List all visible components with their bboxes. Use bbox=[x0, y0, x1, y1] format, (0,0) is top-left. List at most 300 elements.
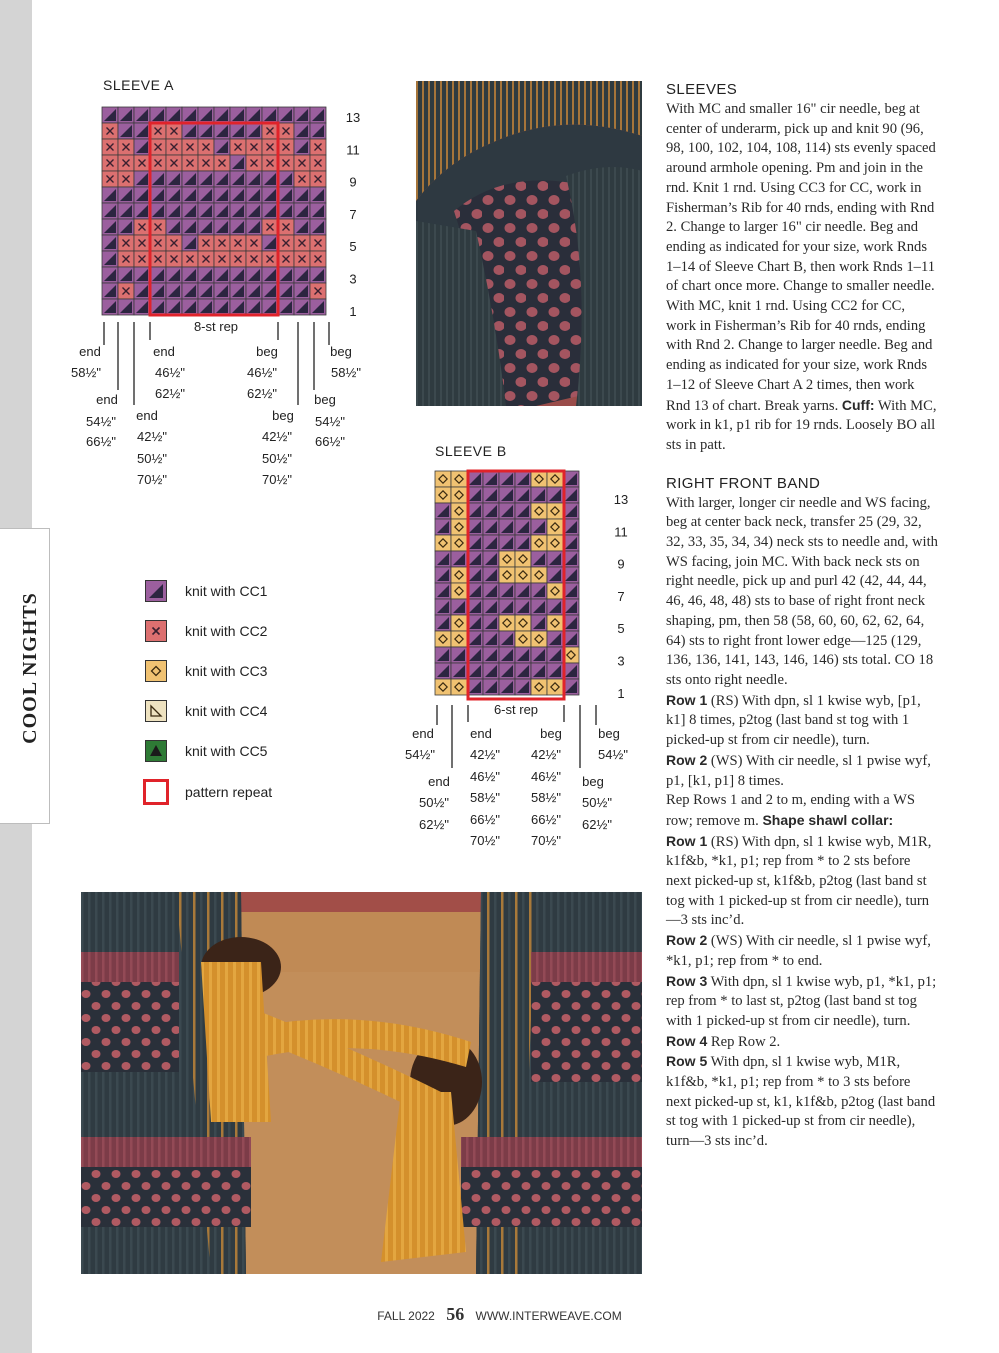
sleeve-a-cell bbox=[310, 235, 326, 251]
sleeve-a-cell bbox=[278, 267, 294, 283]
sleeve-a-cell bbox=[278, 187, 294, 203]
sleeve-a-cell bbox=[166, 139, 182, 155]
sleeve-a-cell bbox=[182, 235, 198, 251]
sleeve-a-cell bbox=[294, 251, 310, 267]
sleeve-b-cell bbox=[483, 631, 499, 647]
sleeve-a-cell bbox=[278, 219, 294, 235]
sleeve-b-cell bbox=[515, 663, 531, 679]
sleeve-a-cell bbox=[150, 187, 166, 203]
sleeve-b-cell bbox=[547, 583, 563, 599]
sleeve-a-row-number: 7 bbox=[349, 206, 357, 222]
sleeve-a-cell bbox=[198, 123, 214, 139]
sleeve-b-size-label: 42½" bbox=[531, 747, 561, 762]
sleeve-b-end-label: end bbox=[412, 726, 434, 741]
sleeve-b-cell bbox=[547, 471, 563, 487]
sleeve-a-size-label: 42½" bbox=[137, 429, 167, 444]
sleeve-a-cell bbox=[310, 219, 326, 235]
sleeve-b-cell bbox=[499, 535, 515, 551]
sleeve-a-cell bbox=[182, 203, 198, 219]
section-label: COOL NIGHTS bbox=[19, 592, 41, 744]
sleeve-a-cell bbox=[262, 171, 278, 187]
sleeve-b-cell bbox=[515, 647, 531, 663]
instruction-keyword: Shape shawl collar: bbox=[762, 811, 894, 828]
instruction-paragraph bbox=[666, 791, 938, 831]
sleeve-a-cell bbox=[278, 107, 294, 123]
sleeve-a-cell bbox=[150, 107, 166, 123]
page-footer bbox=[0, 1304, 999, 1325]
sleeve-b-size-label: 70½" bbox=[470, 833, 500, 848]
sleeve-a-cell bbox=[102, 267, 118, 283]
instruction-paragraph bbox=[666, 832, 938, 932]
sleeve-b-row-number: 13 bbox=[613, 492, 629, 507]
sleeve-a-cell bbox=[230, 219, 246, 235]
sleeve-a-beg-label: beg bbox=[314, 392, 336, 407]
sleeve-a-cell bbox=[198, 187, 214, 203]
sleeve-b-cell bbox=[451, 647, 467, 663]
sleeve-a-cell bbox=[262, 235, 278, 251]
sleeve-a-cell bbox=[198, 283, 214, 299]
sleeve-a-cell bbox=[246, 155, 262, 171]
sleeve-b-row-number: 11 bbox=[614, 524, 628, 540]
sleeve-a-cell bbox=[150, 251, 166, 267]
sleeve-b-beg-label: beg bbox=[582, 774, 604, 789]
sleeve-b-size-label: 58½" bbox=[531, 790, 561, 805]
sleeve-a-cell bbox=[310, 171, 326, 187]
sleeve-a-cell bbox=[150, 171, 166, 187]
sleeve-b-cell bbox=[435, 631, 451, 647]
sleeve-b-row-number: 9 bbox=[617, 556, 625, 572]
sleeve-a-cell bbox=[246, 235, 262, 251]
sleeve-b-cell bbox=[547, 663, 563, 679]
sleeve-a-cell bbox=[198, 299, 214, 315]
sleeve-b-size-label: 62½" bbox=[582, 817, 612, 832]
instruction-keyword: Row 5 bbox=[666, 1053, 708, 1070]
sleeve-a-cell bbox=[166, 283, 182, 299]
sleeve-b-cell bbox=[435, 663, 451, 679]
legend-label: knit with CC2 bbox=[185, 623, 268, 639]
sleeve-b-cell bbox=[451, 471, 467, 487]
sleeve-b-cell bbox=[483, 503, 499, 519]
footer-issue: FALL 2022 bbox=[377, 1309, 435, 1323]
sleeve-a-cell bbox=[198, 203, 214, 219]
sleeve-b-cell bbox=[483, 679, 499, 695]
sleeve-a-cell bbox=[214, 123, 230, 139]
sleeve-a-cell bbox=[262, 187, 278, 203]
sleeve-b-cell bbox=[451, 615, 467, 631]
sleeve-a-cell bbox=[118, 251, 134, 267]
sleeve-a-end-label: end bbox=[136, 408, 158, 423]
sleeve-b-size-label: 58½" bbox=[470, 790, 500, 805]
sleeve-a-end-label: end bbox=[79, 344, 101, 359]
sleeve-a-row-number: 11 bbox=[346, 142, 360, 158]
chart-legend bbox=[145, 578, 385, 814]
sleeve-a-cell bbox=[166, 267, 182, 283]
sleeve-a-cell bbox=[230, 267, 246, 283]
sleeve-a-size-label: 66½" bbox=[86, 434, 116, 449]
pattern-instructions bbox=[666, 80, 938, 1152]
sleeve-a-cell bbox=[118, 235, 134, 251]
sleeve-b-cell bbox=[483, 663, 499, 679]
legend-cc2 bbox=[145, 618, 267, 644]
sleeve-a-cell bbox=[182, 171, 198, 187]
sleeve-a-cell bbox=[262, 155, 278, 171]
sleeve-a-cell bbox=[278, 283, 294, 299]
sleeve-a-cell bbox=[134, 299, 150, 315]
sleeve-a-cell bbox=[310, 187, 326, 203]
instruction-keyword: Row 1 bbox=[666, 832, 708, 849]
sleeve-a-cell bbox=[182, 187, 198, 203]
sleeve-b-cell bbox=[483, 615, 499, 631]
sleeve-b-cell bbox=[515, 679, 531, 695]
sleeve-b-rep-label: 6-st rep bbox=[493, 702, 539, 717]
legend-cc5 bbox=[145, 738, 267, 764]
sleeve-a-cell bbox=[310, 251, 326, 267]
sleeve-a-beg-label: beg bbox=[330, 344, 352, 359]
sleeve-a-row-number: 1 bbox=[349, 303, 357, 319]
legend-label: knit with CC4 bbox=[185, 703, 268, 719]
sleeve-a-cell bbox=[214, 203, 230, 219]
sleeve-a-size-label: 58½" bbox=[331, 365, 361, 380]
sleeve-a-cell bbox=[214, 139, 230, 155]
sleeve-a-cell bbox=[246, 107, 262, 123]
sleeve-b-end-label: end bbox=[470, 726, 492, 741]
sleeve-a-cell bbox=[102, 171, 118, 187]
instruction-text: With MC, work in k1, p1 rib for 19 rnds. Loosely BO all sts in patt. bbox=[666, 397, 937, 453]
sleeve-b-size-label: 62½" bbox=[419, 817, 449, 832]
sleeve-a-cell bbox=[134, 283, 150, 299]
sleeve-a-size-label: 46½" bbox=[247, 365, 277, 380]
sleeve-b-cell bbox=[499, 487, 515, 503]
legend-label: knit with CC5 bbox=[185, 743, 268, 759]
sleeve-a-cell bbox=[198, 155, 214, 171]
sleeve-a-beg-label: beg bbox=[272, 408, 294, 423]
sleeve-a-cell bbox=[310, 107, 326, 123]
legend-cc3 bbox=[145, 658, 267, 684]
sleeve-b-cell bbox=[435, 487, 451, 503]
sleeve-a-cell bbox=[278, 235, 294, 251]
sleeve-a-chart bbox=[60, 100, 380, 495]
sleeve-a-cell bbox=[134, 107, 150, 123]
sleeve-a-cell bbox=[102, 299, 118, 315]
sleeve-a-cell bbox=[310, 299, 326, 315]
sleeve-a-cell bbox=[246, 219, 262, 235]
sleeve-b-cell bbox=[499, 647, 515, 663]
sleeve-b-cell bbox=[451, 503, 467, 519]
sleeve-b-cell bbox=[531, 519, 547, 535]
sleeve-a-cell bbox=[294, 155, 310, 171]
sleeve-b-row-number: 5 bbox=[617, 621, 625, 637]
legend-label: knit with CC1 bbox=[185, 583, 268, 599]
sleeve-a-cell bbox=[166, 187, 182, 203]
sleeve-b-cell bbox=[499, 551, 515, 567]
sleeve-b-cell bbox=[531, 471, 547, 487]
sleeve-a-cell bbox=[150, 139, 166, 155]
instruction-text: Rep Row 2. bbox=[707, 1033, 781, 1050]
sleeve-b-cell bbox=[499, 679, 515, 695]
sleeve-b-cell bbox=[531, 503, 547, 519]
instruction-text: (WS) With cir needle, sl 1 pwise wyf, p1, [k1, p1] 8 times. bbox=[666, 752, 931, 789]
sleeve-a-end-label: end bbox=[153, 344, 175, 359]
sleeve-b-end-label: end bbox=[428, 774, 450, 789]
sleeve-b-cell bbox=[483, 519, 499, 535]
sleeve-a-cell bbox=[134, 187, 150, 203]
sleeve-a-cell bbox=[262, 203, 278, 219]
sleeve-a-cell bbox=[230, 139, 246, 155]
sleeve-b-cell bbox=[499, 519, 515, 535]
sleeve-a-cell bbox=[150, 283, 166, 299]
sleeve-a-cell bbox=[198, 235, 214, 251]
sleeve-b-cell bbox=[435, 679, 451, 695]
sleeve-a-cell bbox=[134, 155, 150, 171]
sleeve-a-cell bbox=[230, 123, 246, 139]
sleeve-b-row-number: 1 bbox=[617, 685, 625, 701]
instruction-keyword: Row 3 bbox=[666, 972, 708, 989]
sleeve-a-cell bbox=[118, 283, 134, 299]
sleeve-a-cell bbox=[294, 107, 310, 123]
sleeve-b-cell bbox=[435, 599, 451, 615]
sleeve-b-cell bbox=[515, 535, 531, 551]
sleeve-b-cell bbox=[451, 567, 467, 583]
sleeve-a-cell bbox=[102, 235, 118, 251]
sleeve-a-cell bbox=[198, 251, 214, 267]
sleeve-a-row-number: 13 bbox=[345, 110, 361, 125]
sleeve-a-size-label: 46½" bbox=[155, 365, 185, 380]
sleeve-b-cell bbox=[435, 615, 451, 631]
sleeve-b-cell bbox=[515, 551, 531, 567]
sleeve-b-cell bbox=[483, 487, 499, 503]
instruction-keyword: Row 2 bbox=[666, 751, 708, 768]
sleeve-b-cell bbox=[499, 567, 515, 583]
sleeve-b-cell bbox=[547, 599, 563, 615]
sleeve-a-cell bbox=[166, 299, 182, 315]
sleeve-a-cell bbox=[294, 139, 310, 155]
sleeve-a-cell bbox=[278, 299, 294, 315]
sleeve-a-cell bbox=[182, 267, 198, 283]
sleeve-a-cell bbox=[294, 187, 310, 203]
sleeve-a-cell bbox=[134, 123, 150, 139]
sleeve-b-cell bbox=[451, 663, 467, 679]
sleeve-a-cell bbox=[246, 139, 262, 155]
sleeve-b-cell bbox=[435, 503, 451, 519]
sleeve-a-cell bbox=[294, 299, 310, 315]
instruction-section bbox=[666, 80, 938, 456]
sleeve-b-cell bbox=[435, 567, 451, 583]
sleeve-a-cell bbox=[214, 251, 230, 267]
sleeve-a-cell bbox=[246, 299, 262, 315]
sleeve-a-row-number: 9 bbox=[349, 174, 357, 190]
footer-url: WWW.INTERWEAVE.COM bbox=[475, 1309, 622, 1323]
cc3-swatch-icon bbox=[145, 660, 167, 682]
sleeve-a-cell bbox=[214, 283, 230, 299]
sleeve-b-cell bbox=[499, 615, 515, 631]
sleeve-a-cell bbox=[102, 251, 118, 267]
sleeve-a-cell bbox=[262, 107, 278, 123]
sleeve-a-cell bbox=[166, 203, 182, 219]
sleeve-a-cell bbox=[310, 139, 326, 155]
sleeve-a-cell bbox=[182, 299, 198, 315]
instruction-keyword: Cuff: bbox=[841, 396, 875, 413]
section-heading: RIGHT FRONT BAND bbox=[666, 474, 821, 492]
sleeve-a-cell bbox=[198, 267, 214, 283]
instruction-paragraph bbox=[666, 972, 938, 1032]
sleeve-b-title: SLEEVE B bbox=[435, 443, 507, 459]
sleeve-a-cell bbox=[118, 123, 134, 139]
sleeve-b-cell bbox=[435, 551, 451, 567]
sleeve-a-cell bbox=[182, 219, 198, 235]
cc4-swatch-icon bbox=[145, 700, 167, 722]
sleeve-b-cell bbox=[483, 535, 499, 551]
sleeve-b-cell bbox=[515, 615, 531, 631]
sleeve-b-size-label: 50½" bbox=[582, 795, 612, 810]
sleeve-a-cell bbox=[214, 267, 230, 283]
sleeve-b-chart bbox=[395, 465, 645, 855]
sleeve-b-cell bbox=[499, 599, 515, 615]
sleeve-b-cell bbox=[531, 679, 547, 695]
sleeve-b-cell bbox=[547, 567, 563, 583]
sleeve-a-cell bbox=[230, 155, 246, 171]
sleeve-a-cell bbox=[102, 123, 118, 139]
sleeve-a-cell bbox=[262, 299, 278, 315]
sleeve-a-cell bbox=[246, 283, 262, 299]
cc5-swatch-icon bbox=[145, 740, 167, 762]
sleeve-a-cell bbox=[262, 139, 278, 155]
sleeve-b-cell bbox=[547, 679, 563, 695]
instruction-text: With dpn, sl 1 kwise wyb, p1, *k1, p1; rep from * to last st, p2tog (last band st tog with 1 picked-up st from cir needle), turn. bbox=[666, 973, 937, 1029]
sleeve-a-cell bbox=[166, 171, 182, 187]
sleeve-b-cell bbox=[435, 583, 451, 599]
sleeve-b-cell bbox=[515, 487, 531, 503]
sleeve-a-size-label: 58½" bbox=[71, 365, 101, 380]
sleeve-a-cell bbox=[246, 251, 262, 267]
sleeve-b-cell bbox=[531, 615, 547, 631]
sleeve-a-size-label: 62½" bbox=[155, 386, 185, 401]
sleeve-b-cell bbox=[531, 535, 547, 551]
sleeve-b-cell bbox=[451, 519, 467, 535]
sleeve-b-cell bbox=[531, 599, 547, 615]
instruction-paragraph bbox=[666, 1052, 938, 1152]
sleeve-a-cell bbox=[118, 203, 134, 219]
sleeve-b-size-label: 46½" bbox=[470, 769, 500, 784]
instruction-text: (WS) With cir needle, sl 1 pwise wyf, *k1, p1; rep from * to end. bbox=[666, 933, 931, 969]
sleeve-a-cell bbox=[230, 187, 246, 203]
sleeve-a-size-label: 66½" bbox=[315, 434, 345, 449]
sleeve-a-cell bbox=[246, 187, 262, 203]
sleeve-b-cell bbox=[547, 503, 563, 519]
sleeve-a-cell bbox=[230, 251, 246, 267]
sleeve-a-size-label: 70½" bbox=[262, 472, 292, 487]
sleeve-a-cell bbox=[246, 203, 262, 219]
sleeve-a-cell bbox=[118, 107, 134, 123]
legend-label: pattern repeat bbox=[185, 784, 273, 800]
sleeve-a-cell bbox=[246, 123, 262, 139]
sleeve-b-cell bbox=[483, 647, 499, 663]
sleeve-a-cell bbox=[102, 107, 118, 123]
cardigan-photo bbox=[81, 892, 642, 1274]
sleeve-a-cell bbox=[278, 251, 294, 267]
sleeve-a-size-label: 50½" bbox=[262, 451, 292, 466]
sleeve-b-cell bbox=[531, 663, 547, 679]
sleeve-b-size-label: 70½" bbox=[531, 833, 561, 848]
sleeve-a-cell bbox=[214, 219, 230, 235]
instruction-paragraph bbox=[666, 691, 938, 751]
sleeve-b-cell bbox=[451, 583, 467, 599]
instruction-section bbox=[666, 474, 938, 1152]
sleeve-b-size-label: 54½" bbox=[598, 747, 628, 762]
sleeve-a-cell bbox=[262, 219, 278, 235]
sleeve-a-cell bbox=[102, 283, 118, 299]
sleeve-b-cell bbox=[435, 519, 451, 535]
pattern-repeat-swatch-icon bbox=[143, 779, 169, 805]
sleeve-a-cell bbox=[262, 123, 278, 139]
sleeve-a-cell bbox=[278, 155, 294, 171]
sleeve-b-size-label: 42½" bbox=[470, 747, 500, 762]
sleeve-a-cell bbox=[214, 187, 230, 203]
sleeve-a-row-number: 5 bbox=[349, 239, 357, 255]
sleeve-a-cell bbox=[294, 203, 310, 219]
sleeve-a-title: SLEEVE A bbox=[103, 77, 174, 93]
sleeve-b-cell bbox=[499, 583, 515, 599]
sleeve-b-cell bbox=[515, 519, 531, 535]
sleeve-a-cell bbox=[182, 155, 198, 171]
sleeve-b-cell bbox=[483, 599, 499, 615]
sleeve-a-cell bbox=[150, 299, 166, 315]
sleeve-a-cell bbox=[118, 267, 134, 283]
sleeve-a-cell bbox=[214, 155, 230, 171]
sleeve-b-cell bbox=[515, 599, 531, 615]
sleeve-b-size-label: 66½" bbox=[531, 812, 561, 827]
sleeve-a-cell bbox=[294, 283, 310, 299]
instruction-paragraph bbox=[666, 931, 938, 971]
sleeve-b-cell bbox=[483, 471, 499, 487]
sleeve-a-cell bbox=[182, 123, 198, 139]
legend-cc4 bbox=[145, 698, 267, 724]
sleeve-a-cell bbox=[246, 171, 262, 187]
sleeve-a-cell bbox=[150, 155, 166, 171]
sleeve-a-rep-label: 8-st rep bbox=[193, 319, 239, 334]
sleeve-a-cell bbox=[198, 219, 214, 235]
page-number: 56 bbox=[446, 1304, 465, 1324]
sleeve-a-cell bbox=[310, 267, 326, 283]
sleeve-a-cell bbox=[294, 267, 310, 283]
sleeve-b-beg-label: beg bbox=[598, 726, 620, 741]
sleeve-a-cell bbox=[294, 219, 310, 235]
sleeve-a-cell bbox=[230, 203, 246, 219]
sleeve-b-cell bbox=[483, 567, 499, 583]
sleeve-b-cell bbox=[547, 535, 563, 551]
sleeve-a-cell bbox=[102, 155, 118, 171]
instruction-keyword: Row 4 bbox=[666, 1032, 708, 1049]
sleeve-b-beg-label: beg bbox=[540, 726, 562, 741]
sleeve-a-cell bbox=[166, 155, 182, 171]
sleeve-a-cell bbox=[150, 219, 166, 235]
sleeve-a-cell bbox=[102, 219, 118, 235]
sleeve-b-cell bbox=[451, 551, 467, 567]
sleeve-b-size-label: 66½" bbox=[470, 812, 500, 827]
sleeve-b-cell bbox=[435, 471, 451, 487]
sleeve-b-cell bbox=[451, 679, 467, 695]
legend-repeat bbox=[145, 779, 272, 805]
sleeve-a-cell bbox=[166, 251, 182, 267]
sleeve-b-cell bbox=[515, 631, 531, 647]
sleeve-a-cell bbox=[166, 107, 182, 123]
instruction-text: With MC and smaller 16" cir needle, beg at center of underarm, pick up and knit 90 (96, 98, 100, 102, 104, 108, 114) sts evenly spaced around armhole opening. Pm and join in the rnd. Knit 1 rnd. Using CC3 for CC, work in Fisherman’s Rib for 40 rnds, ending with Rnd 2. Change to larger 16" cir needle. Beg and ending as indicated for your size, work Rnds 1–14 of Sleeve Chart B, then work Rnds 1–11 of chart once more. Change to smaller needle. With MC, knit 1 rnd. Using CC2 for CC, work in Fisherman’s Rib for 40 rnds, ending with Rnd 2. Change to larger needle. Beg and ending as indicated for your size, work Rnds 1–12 of Sleeve Chart A 2 times, then work Rnd 13 of chart. Break yarns. bbox=[666, 101, 936, 414]
sleeve-a-cell bbox=[166, 219, 182, 235]
instruction-paragraph bbox=[666, 494, 938, 691]
sleeve-a-size-label: 62½" bbox=[247, 386, 277, 401]
sleeve-a-cell bbox=[262, 267, 278, 283]
sleeve-b-cell bbox=[499, 503, 515, 519]
sleeve-a-cell bbox=[310, 283, 326, 299]
